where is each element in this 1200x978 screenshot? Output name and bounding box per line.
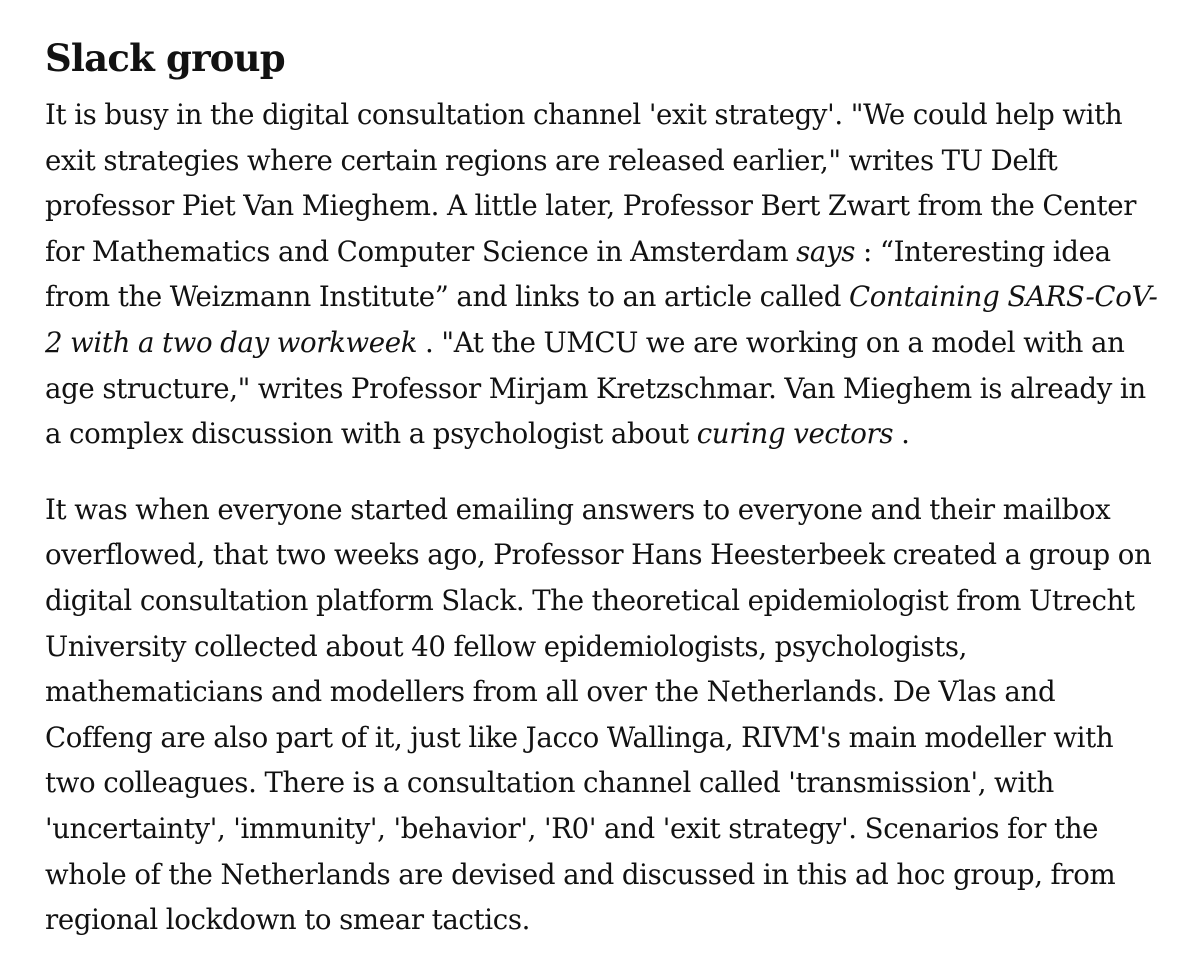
paragraph-text: . xyxy=(893,417,910,451)
says-emphasis: says xyxy=(796,234,856,268)
paragraph-slack-discussion xyxy=(45,92,1160,457)
curing-vectors-emphasis: curing vectors xyxy=(696,417,894,451)
paragraph-slack-group-origin: It was when everyone started emailing answers to everyone and their mailbox overflowed, that two weeks ago, Professor Hans Heesterbeek created a group on digital consultation platform Slack. The theoretical epidemiologist from Utrecht University collected about 40 fellow epidemiologists, psychologists, mathematicians and modellers from all over the Netherlands. De Vlas and Coffeng are also part of it, just like Jacco Wallinga, RIVM's main modeller with two colleagues. There is a consultation channel called 'transmission', with 'uncertainty', 'immunity', 'behavior', 'R0' and 'exit strategy'. Scenarios for the whole of the Netherlands are devised and discussed in this ad hoc group, from regional lockdown to smear tactics. xyxy=(45,492,1152,937)
section-heading: Slack group xyxy=(45,36,285,80)
paragraph-text: It is busy in the digital consultation channel 'exit strategy'. "We could help with exit strategies where certain regions are released earlier," writes TU Delft professor Piet Van Mieghem. A little later, Professor Bert Zwart from the Center for Mathematics and Computer Science in Amsterdam xyxy=(45,98,1137,268)
article-section xyxy=(45,30,1160,943)
article-title-link[interactable]: Containing SARS-CoV-2 with a two day workweek xyxy=(45,280,1158,359)
paragraph-text: : “Interesting idea from the Weizmann Institute” and links to an article called xyxy=(45,234,1111,314)
paragraph-text: . "At the UMCU we are working on a model with an age structure," writes Professor Mirjam Kretzschmar. Van Mieghem is already in a complex discussion with a psychologist about xyxy=(45,325,1146,451)
